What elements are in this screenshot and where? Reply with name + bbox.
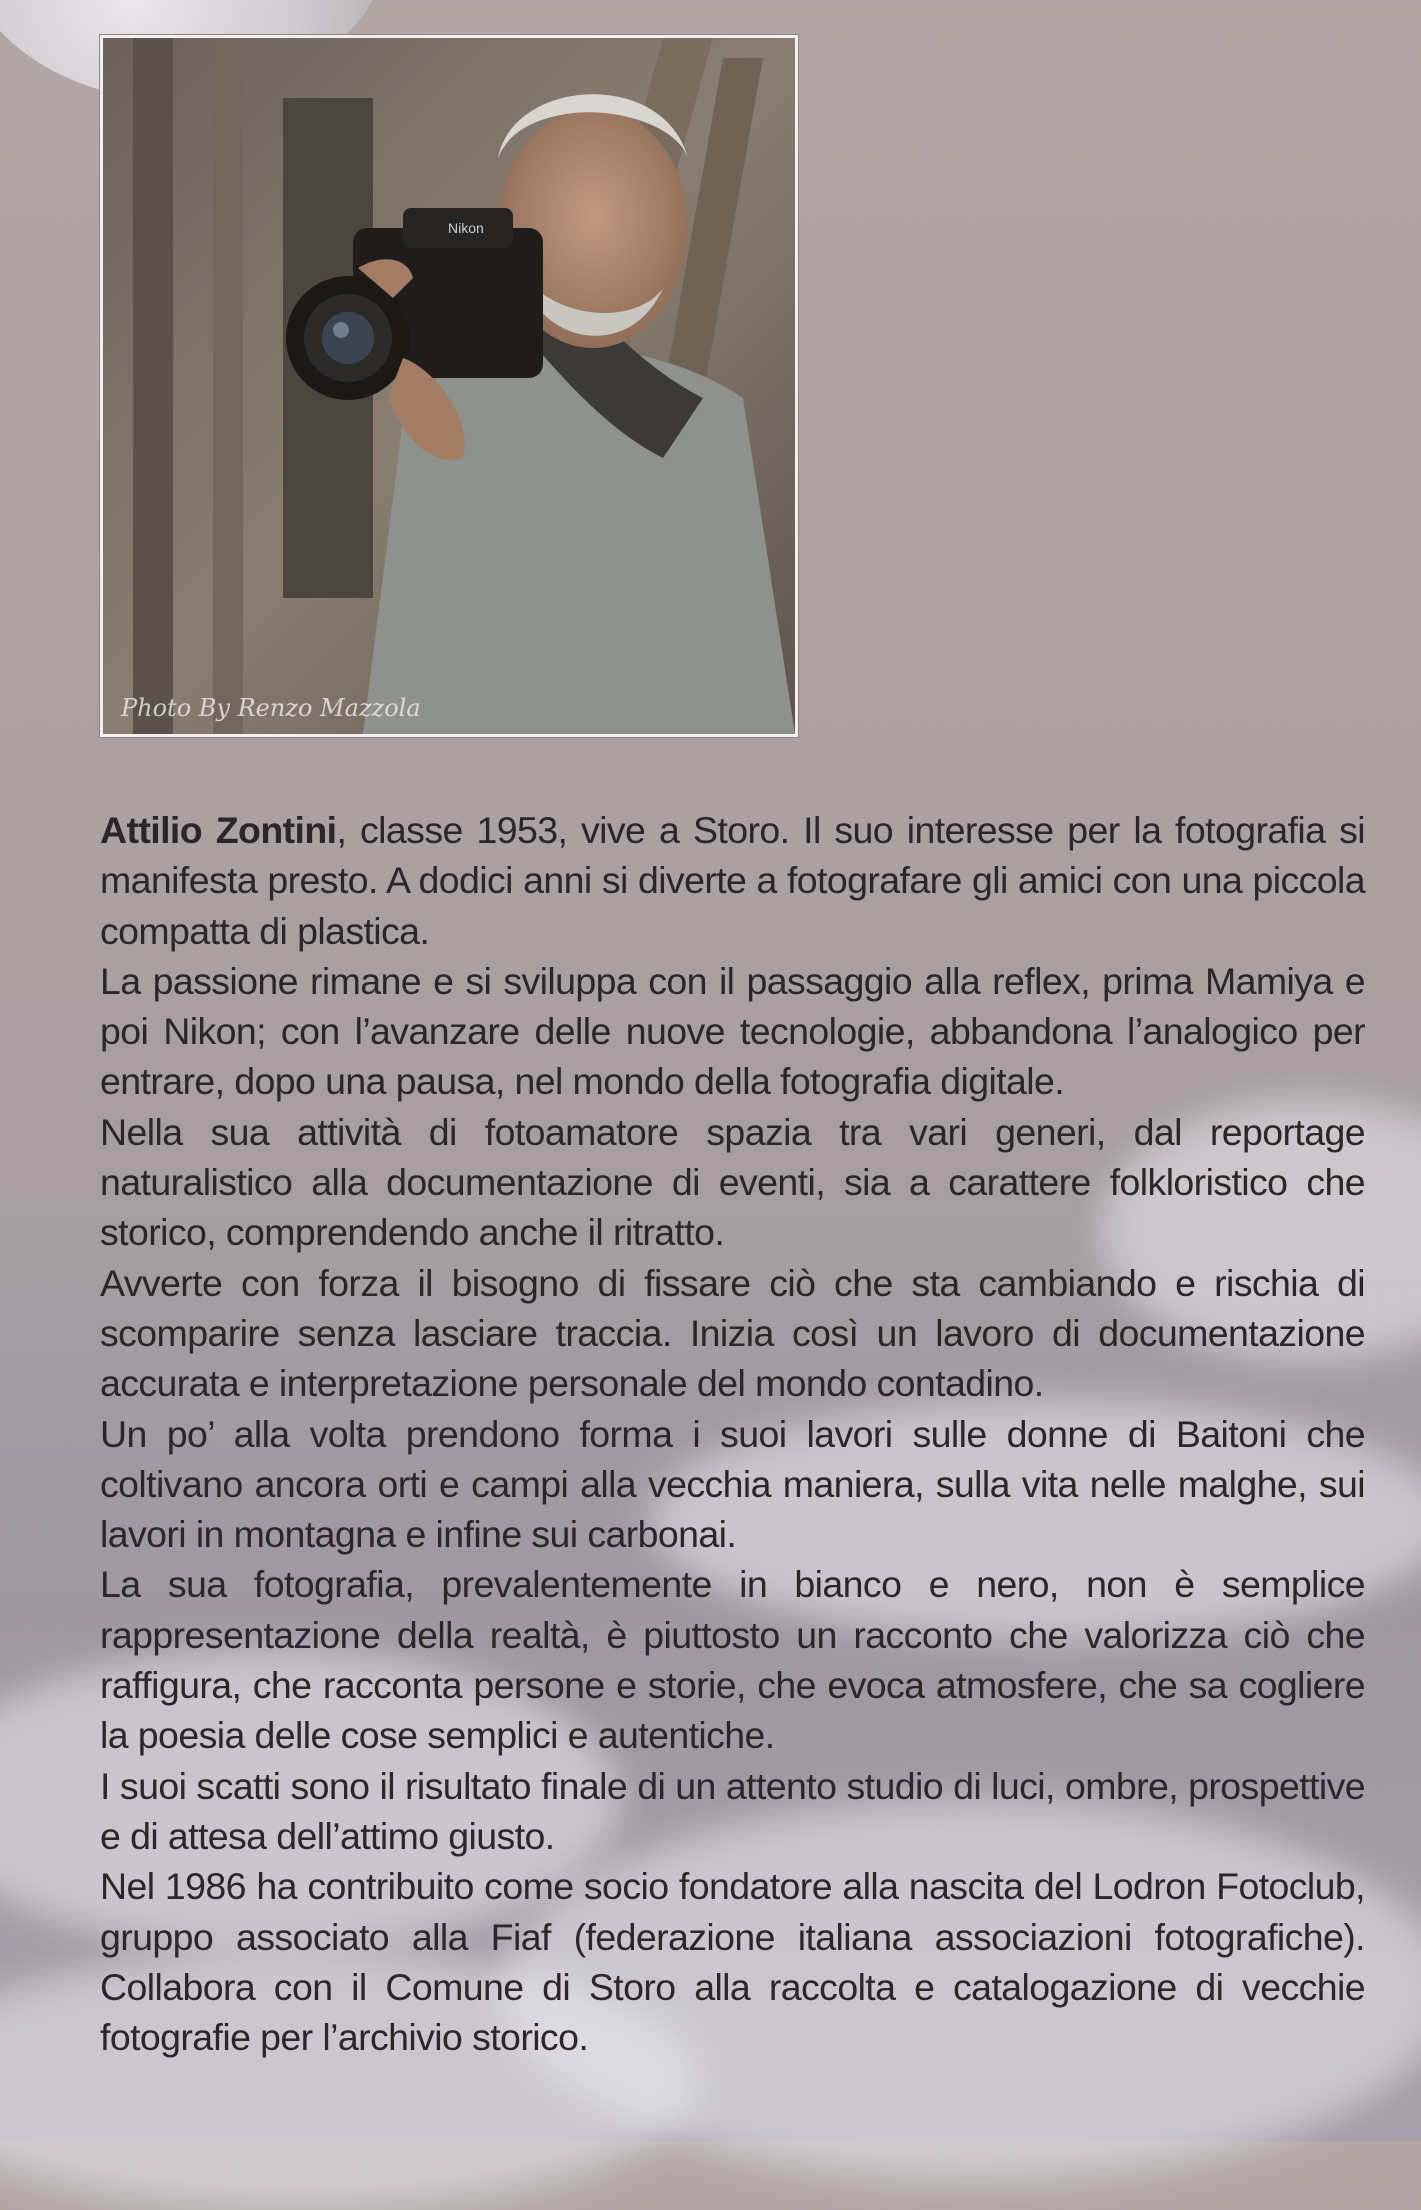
photo-credit: Photo By Renzo Mazzola	[121, 694, 421, 722]
bio-paragraph: La sua fotografia, prevalentemente in bianco e nero, non è semplice rappresentazione della realtà, è piuttosto un racconto che valorizza ciò che raffigura, che racconta persone e storie, che evoca atmosfere, che sa cogliere la poesia delle cose semplici e autentiche.	[100, 1563, 1365, 1757]
bio-paragraph: La passione rimane e si sviluppa con il passaggio alla reflex, prima Mamiya e poi Nikon; con l’avanzare delle nuove tecnologie, abbandona l’analogico per entrare, dopo una pausa, nel mondo della fotografia digitale.	[100, 959, 1365, 1103]
bio-intro-text: , classe 1953, vive a Storo. Il suo interesse per la fotografia si manifesta presto. A dodici anni si diverte a fotografare gli amici con una piccola compatta di plastica.	[100, 809, 1366, 952]
bio-intro	[100, 805, 1365, 956]
bio-paragraph: Un po’ alla volta prendono forma i suoi lavori sulle donne di Baitoni che coltivano ancora orti e campi alla vecchia maniera, sulla vita nelle malghe, sui lavori in montagna e infine sui carbonai.	[100, 1412, 1365, 1556]
bio-paragraph: I suoi scatti sono il risultato finale di un attento studio di luci, ombre, prospettive e di attesa dell’attimo giusto.	[100, 1764, 1365, 1857]
bio-paragraph: Nella sua attività di fotoamatore spazia tra vari generi, dal reportage naturalistico alla documentazione di eventi, sia a carattere folkloristico che storico, comprendendo anche il ritratto.	[100, 1110, 1365, 1254]
portrait-illustration	[103, 38, 795, 734]
photographer-portrait	[100, 35, 798, 737]
camera-brand: Nikon	[448, 220, 484, 236]
photographer-name: Attilio Zontini	[100, 809, 337, 851]
bio-paragraph: Nel 1986 ha contribuito come socio fondatore alla nascita del Lodron Fotoclub, gruppo associato alla Fiaf (federazione italiana associazioni fotografiche). Collabora con il Comune di Storo alla raccolta e catalogazione di vecchie fotografie per l’archivio storico.	[100, 1865, 1365, 2059]
biography	[100, 805, 1365, 2062]
bio-paragraph: Avverte con forza il bisogno di fissare ciò che sta cambiando e rischia di scomparire senza lasciare traccia. Inizia così un lavoro di documentazione accurata e interpretazione personale del mondo contadino.	[100, 1261, 1365, 1405]
